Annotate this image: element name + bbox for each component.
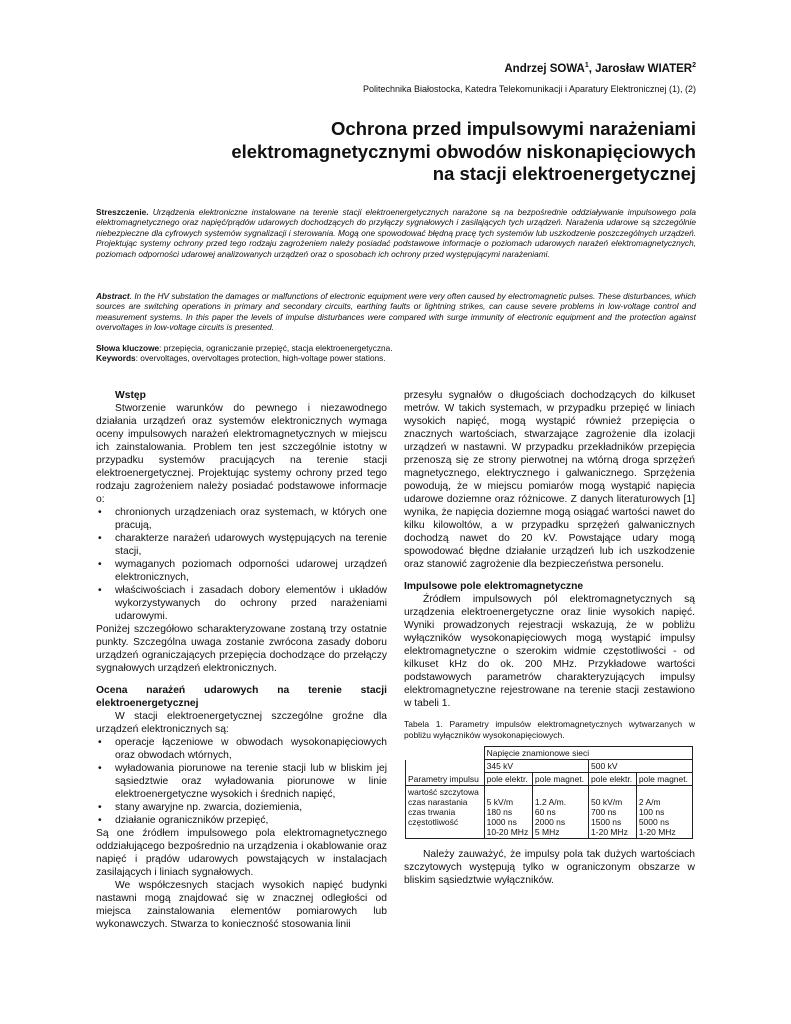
keywords-en-label: Keywords <box>96 353 136 364</box>
keywords-pl-text: : przepięcia, ograniczanie przepięć, stacja elektroenergetyczna. <box>159 343 393 353</box>
list-item: • wymaganych poziomach odporności udarowej urządzeń elektronicznych, <box>98 559 387 583</box>
paragraph-pulse: Źródłem impulsowych pól elektromagnetycznych są urządzenia elektroenergetyczne oraz linie wysokich napięć. Wyniki prowadzonych rejestracji wskazują, że w pobliżu wyłączników wysokonapięciowych mogą wystąpić impulsy elektromagnetyczne o szerokim widmie częstotliwości - od kilkuset kHz do ok. 200 MHz. Przykładowe wartości podstawowych parametrów charakteryzujących impulsy elektromagnetyczne rejestrowane na terenie stacji zestawiono w tabeli 1. <box>404 594 695 709</box>
table-subheader: pole elektr. <box>484 773 532 786</box>
bullet-icon: • <box>98 737 102 748</box>
table-row <box>406 786 693 839</box>
abstract-polish <box>96 207 696 259</box>
bullet-list-sources <box>96 736 387 827</box>
bullet-icon: • <box>98 802 102 813</box>
table-row-labels: wartość szczytowa czas narastania czas trwania częstotliwość <box>406 786 485 839</box>
bullet-icon: • <box>98 815 102 826</box>
list-item: • działanie ograniczników przepięć, <box>98 815 269 826</box>
keywords-pl <box>96 343 696 353</box>
table-caption: Tabela 1. Parametry impulsów elektromagnetycznych wytwarzanych w pobliżu wyłączników wysokonapięciowych. <box>404 719 695 740</box>
paragraph-intro: Stworzenie warunków do pewnego i niezawodnego działania urządzeń oraz systemów elektronicznych wymaga oceny impulsowych narażeń elektromagnetycznych w miejscu ich zainstalowania. Problem ten jest szczególnie istotny w przypadku systemów pracujących na terenie stacji elektroenergetycznej. Projektując systemy ochrony przed tego rodzaju zagrożeniem należy posiadać podstawowe informacje o: <box>96 403 387 505</box>
section-heading-surge: Ocena narażeń udarowych na terenie stacji elektroenergetycznej <box>96 685 387 709</box>
list-item: • stany awaryjne np. zwarcia, doziemienia, <box>98 802 303 813</box>
keywords-block <box>96 343 696 364</box>
abstract-en-text: . In the HV substation the damages or malfunctions of electronic equipment were very often caused by electromagnetic pulses. These disturbances, which sources are switching operations in primary and secondary circuits, earthing faults or lightning strikes, can cause severe problems in low-voltage control and measurement systems. In this paper the levels of impulse disturbances were compared with surge immunity of electronic equipment and the protection against overvoltages in low-voltage circuits is presented. <box>96 291 696 333</box>
table-corner <box>406 747 485 760</box>
bullet-icon: • <box>98 533 102 544</box>
table-cell-500-electric: 50 kV/m 700 ns 1500 ns 1-20 MHz <box>589 786 637 839</box>
bullet-list-info <box>96 506 387 623</box>
author-separator: , <box>588 62 596 75</box>
section-heading-intro: Wstęp <box>115 390 146 401</box>
bullet-icon: • <box>98 763 102 774</box>
table-subheader: pole magnet. <box>532 773 588 786</box>
paragraph-continued: przesyłu sygnałów o długościach dochodzących do kilkuset metrów. W takich systemach, w przypadku przepięć w liniach wysokich napięć, mogą wystąpić również przepięcia o znacznych wartościach, stwarzające zagrożenie dla izolacji urządzeń w nastawni. W przypadku przekładników przepięcia przenoszą się ze strony pierwotnej na wtórną droga sprzężeń magnetycznego, elektrycznego i galwanicznego. Sprzężenia powodują, że w miejscu pomiarów mogą wystąpić napięcia udarowe doziemne oraz różnicowe. Z danych literaturowych [1] wynika, że napięcia doziemne mogą osiągać wartości nawet do kilku kilowoltów, a w przypadku sprzężeń galwanicznych dochodzą nawet do 20 kV. Powstające udary mogą spowodować błędne działanie urządzeń lub ich uszkodzenie oraz stanowić zagrożenie dla bezpieczeństwa personelu. <box>404 390 695 570</box>
paragraph-after-list: Poniżej szczegółowo scharakteryzowane zostaną trzy ostatnie punkty. Szczególna uwaga zostanie zwrócona zasady doboru urządzeń ograniczających przepięcia dochodzące do przełączy sygnałowych urządzeń elektronicznych. <box>96 624 387 674</box>
table-group-header: Napięcie znamionowe sieci <box>484 747 692 760</box>
list-item: • wyładowania piorunowe na terenie stacji lub w bliskim jej sąsiedztwie oraz wyładowania piorunowe w linie elektroenergetyczne wysokich i średnich napięć, <box>98 763 387 800</box>
bullet-icon: • <box>98 585 102 596</box>
bullet-icon: • <box>98 507 102 518</box>
abstract-pl-text: Urządzenia elektroniczne instalowane na terenie stacji elektroenergetycznych narażone są na bezpośrednie oddziaływanie impulsowego pola elektromagnetycznego oraz napięć/prądów udarowych dochodzących do przyłączy sygnałowych i zasilających tych urządzeń. Narażenia udarowe są szczególnie niebezpieczne dla cyfrowych systemów sygnalizacji i sterowania. Mogą one spowodować błędną pracę tych systemów lub uszkodzenie poszczególnych urządzeń. Projektując systemy ochrony przed tego rodzaju zagrożeniem należy posiadać podstawowe informacje o poziomach udarowych narażeń elektromagnetycznych, poziomach odporności udarowej analizowanych urządzeń oraz o sposobach ich ochrony przed występującymi narażeniami. <box>96 207 696 259</box>
table-subheader: pole elektr. <box>589 773 637 786</box>
table-cell-500-magnetic: 2 A/m 100 ns 5000 ns 1-20 MHz <box>636 786 692 839</box>
table-cell-345-electric: 5 kV/m 180 ns 1000 ns 10-20 MHz <box>484 786 532 839</box>
author-2: Jarosław WIATER <box>595 62 693 75</box>
list-item: • chronionych urządzeniach oraz systemach, w których one pracują, <box>98 507 387 531</box>
keywords-en <box>96 353 696 363</box>
list-item: • właściwościach i zasadach dobory elementów i układów wykorzystywanych do ochrony przed narażeniami udarowymi. <box>98 585 387 622</box>
table-voltage-2: 500 kV <box>589 760 693 773</box>
affiliation: Politechnika Białostocka, Katedra Telekomunikacji i Aparatury Elektronicznej (1), (2) <box>363 84 696 94</box>
title-line-3: na stacji elektroenergetycznej <box>432 163 696 184</box>
abstract-pl-label: Streszczenie. <box>96 207 149 217</box>
title-line-2: elektromagnetycznymi obwodów niskonapięciowych <box>231 140 696 162</box>
table-subheader: pole magnet. <box>636 773 692 786</box>
table-voltage-1: 345 kV <box>484 760 588 773</box>
bullet-icon: • <box>98 559 102 570</box>
keywords-en-text: : overvoltages, overvoltages protection, high-voltage power stations. <box>135 353 386 364</box>
table-cell-345-magnetic: 1.2 A/m. 60 ns 2000 ns 5 MHz <box>532 786 588 839</box>
paper-title <box>176 118 696 186</box>
list-item: • charakterze narażeń udarowych występujących na terenie stacji, <box>98 533 387 557</box>
list-item: • operacje łączeniowe w obwodach wysokonapięciowych oraz obwodach wtórnych, <box>98 737 387 761</box>
right-column <box>404 389 695 887</box>
section-heading-pulse: Impulsowe pole elektromagnetyczne <box>404 581 584 592</box>
parameters-table <box>405 746 693 839</box>
title-line-1: Ochrona przed impulsowymi narażeniami <box>331 118 696 139</box>
author-2-sup: 2 <box>692 62 696 69</box>
paragraph-modern: We współczesnych stacjach wysokich napięć budynki nastawni mogą znajdować się w znacznej odległości od miejsca zainstalowania elementów pomiarowych lub wykonawczych. Stwarza to konieczność stosowania linii <box>96 880 387 930</box>
author-1-sup: 1 <box>584 62 589 69</box>
keywords-pl-label: Słowa kluczowe <box>96 343 160 353</box>
abstract-en-label: Abstract <box>96 291 130 301</box>
abstract-english <box>96 291 696 333</box>
left-column <box>96 389 387 931</box>
paragraph-source: Są one źródłem impulsowego pola elektromagnetycznego oddziałującego bezpośrednio na urządzenia i okablowanie oraz napięć i prądów udarowych powstających w instalacjach zasilających i liniach sygnałowych. <box>96 828 387 878</box>
paragraph-surge: W stacji elektroenergetycznej szczególne groźne dla urządzeń elektronicznych są: <box>96 711 387 735</box>
author-1: Andrzej SOWA <box>504 62 585 75</box>
table-param-header: Parametry impulsu <box>406 760 485 786</box>
authors <box>504 62 696 75</box>
paragraph-note: Należy zauważyć, że impulsy pola tak dużych wartościach szczytowych występują tylko w ograniczonym obszarze w bliskim sąsiedztwie wyłączników. <box>404 849 695 886</box>
